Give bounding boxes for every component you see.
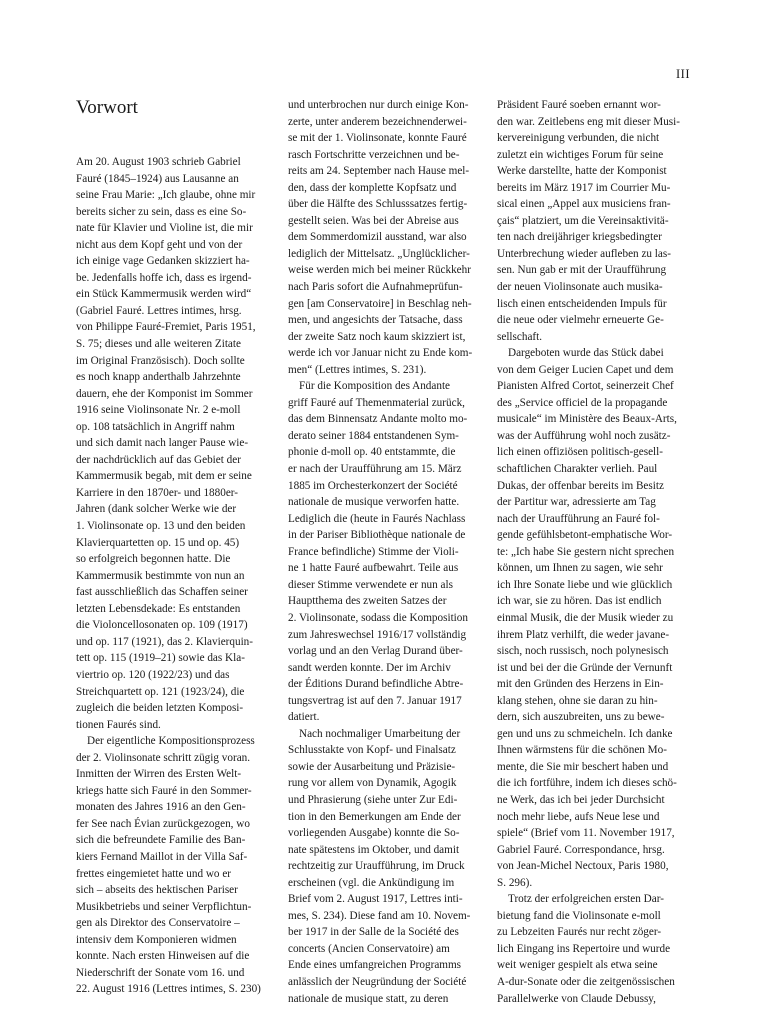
text-line: sellschaft. bbox=[497, 330, 543, 343]
text-line: bietung fand die Violinsonate e-moll bbox=[497, 909, 661, 922]
text-line: zu Lebzeiten Faurés nur recht zöger- bbox=[497, 926, 662, 939]
text-line: gen als Direktor des Conservatoire – bbox=[76, 917, 240, 930]
text-line: Jahren (dank solcher Werke wie der bbox=[76, 503, 237, 516]
text-line: im Original Französisch). Doch sollte bbox=[76, 354, 245, 367]
text-line: op. 108 tatsächlich in Angriff nahm bbox=[76, 420, 235, 433]
text-line: lich einen offiziösen politisch-gesell- bbox=[497, 446, 664, 459]
text-line: S. 296). bbox=[497, 876, 533, 889]
text-line: be. Jedenfalls hoffe ich, dass es irgend- bbox=[76, 271, 252, 284]
text-line: des „Service officiel de la propagande bbox=[497, 396, 668, 409]
text-line: ne 1 hatte Fauré aufbewahrt. Teile aus bbox=[288, 562, 459, 575]
text-line: gestellt seien. Was bei der Abreise aus bbox=[288, 214, 459, 227]
text-line: Der eigentliche Kompositionsprozess bbox=[87, 735, 255, 748]
text-line: Niederschrift der Sonate vom 16. und bbox=[76, 966, 245, 979]
text-line: Für die Komposition des Andante bbox=[299, 380, 451, 393]
text-column-2 bbox=[288, 97, 486, 1007]
text-line: monaten des Jahres 1916 an den Gen- bbox=[76, 801, 246, 814]
text-line: Werke darstellte, hatte der Komponist bbox=[497, 165, 667, 178]
text-line: gen [am Conservatoire] in Beschlag neh- bbox=[288, 297, 472, 310]
text-line: (Gabriel Fauré. Lettres intimes, hrsg. bbox=[76, 304, 242, 317]
text-line: S. 75; dieses und alle weiteren Zitate bbox=[76, 338, 241, 351]
text-line: rung vor allem von Dynamik, Agogik bbox=[288, 777, 457, 790]
text-line: sich – abseits des hektischen Pariser bbox=[76, 884, 238, 897]
text-line: nate spätestens im Oktober, und damit bbox=[288, 843, 460, 856]
text-line: sowie der Ausarbeitung und Präzisie- bbox=[288, 760, 456, 773]
text-line: Kammermusik begab, mit dem er seine bbox=[76, 470, 252, 483]
text-line: Inmitten der Wirren des Ersten Welt- bbox=[76, 768, 242, 781]
text-line: gen und uns zu schmeicheln. Ich danke bbox=[497, 727, 673, 740]
text-line: viertrio op. 120 (1922/23) und das bbox=[76, 668, 230, 681]
text-line: es noch knapp anderthalb Jahrzehnte bbox=[76, 371, 241, 384]
text-line: nationale de musique statt, zu deren bbox=[288, 992, 449, 1005]
text-line: Musikbetriebs und seiner Verpflichtun- bbox=[76, 900, 252, 913]
text-line: sandt werden konnte. Der im Archiv bbox=[288, 661, 451, 674]
text-line: so erfolgreich begonnen hatte. Die bbox=[76, 553, 231, 566]
text-line: ihrem Platz verhilft, die weder javane- bbox=[497, 628, 670, 641]
text-line: Brief vom 2. August 1917, Lettres inti- bbox=[288, 893, 463, 906]
text-line: Gabriel Fauré. Correspondance, hrsg. bbox=[497, 843, 665, 856]
text-line: ber 1917 in der Salle de la Société des bbox=[288, 926, 459, 939]
text-line: mente, die Sie mir beschert haben und bbox=[497, 760, 669, 773]
text-line: können, um Ihnen zu sagen, wie sehr bbox=[497, 562, 663, 575]
text-line: bereits sicher zu sein, dass es eine So- bbox=[76, 205, 247, 218]
text-line: dern, sich auszubreiten, uns zu bewe- bbox=[497, 711, 665, 724]
text-line: Lediglich die (heute in Faurés Nachlass bbox=[288, 512, 466, 525]
text-line: intensiv dem Komponieren widmen bbox=[76, 933, 237, 946]
text-line: frettes eingemietet hatte und wo er bbox=[76, 867, 232, 880]
text-line: und Phrasierung (siehe unter Zur Edi- bbox=[288, 793, 458, 806]
text-line: und op. 117 (1921), das 2. Klavierquin- bbox=[76, 635, 254, 648]
text-line: ne Werk, das ich bei jeder Durchsicht bbox=[497, 793, 665, 806]
text-line: nach Paris sofort die Aufnahmeprüfun- bbox=[288, 281, 463, 294]
text-line: letzten Lebensdekade: Es entstanden bbox=[76, 602, 241, 615]
text-line: Dukas, der offenbar bereits im Besitz bbox=[497, 479, 664, 492]
text-line: die ich fortführe, indem ich dieses schö- bbox=[497, 777, 677, 790]
text-line: se mit der 1. Violinsonate, konnte Fauré bbox=[288, 132, 467, 145]
text-line: Pianisten Alfred Cortot, seinerzeit Chef bbox=[497, 380, 674, 393]
text-line: tungsvertrag ist auf den 7. Januar 1917 bbox=[288, 694, 462, 707]
text-line: 1916 seine Violinsonate Nr. 2 e-moll bbox=[76, 404, 241, 417]
text-line: das dem Binnensatz Andante molto mo- bbox=[288, 413, 468, 426]
text-line: sen. Nun gab er mit der Uraufführung bbox=[497, 264, 667, 277]
text-line: kervereinigung verbunden, die nicht bbox=[497, 132, 660, 145]
text-line: dauern, ehe der Komponist im Sommer bbox=[76, 387, 253, 400]
text-line: gende gefühlsbetont-emphatische Wor- bbox=[497, 529, 673, 542]
text-line: Nach nochmaliger Umarbeitung der bbox=[299, 727, 461, 740]
text-line: Hauptthema des zweiten Satzes der bbox=[288, 595, 447, 608]
text-line: Trotz der erfolgreichen ersten Dar- bbox=[508, 893, 664, 906]
text-line: tionen Faurés sind. bbox=[76, 718, 161, 731]
text-line: rasch Fortschritte verzeichnen und be- bbox=[288, 148, 460, 161]
text-line: der zweite Satz noch kaum skizziert ist, bbox=[288, 330, 466, 343]
text-line: zugleich die beiden letzten Komposi- bbox=[76, 702, 244, 715]
text-line: einmal Musik, die der Musik wieder zu bbox=[497, 611, 674, 624]
text-line: lisch einen entscheidenden Impuls für bbox=[497, 297, 667, 310]
text-line: A-dur-Sonate oder die zeitgenössischen bbox=[497, 975, 675, 988]
text-line: Dargeboten wurde das Stück dabei bbox=[508, 347, 664, 360]
text-line: fer See nach Évian zurückgezogen, wo bbox=[76, 817, 250, 830]
text-line: ein Stück Kammermusik werden wird“ bbox=[76, 288, 252, 301]
text-line: ich einige vage Gedanken skizziert ha- bbox=[76, 255, 250, 268]
text-line: und unterbrochen nur durch einige Kon- bbox=[288, 99, 469, 111]
text-line: der nachdrücklich auf das Gebiet der bbox=[76, 453, 241, 466]
text-line: den, dass der komplette Kopfsatz und bbox=[288, 181, 457, 194]
text-line: was der Aufführung wohl noch zusätz- bbox=[497, 429, 671, 442]
text-line: von Philippe Fauré-Fremiet, Paris 1951, bbox=[76, 321, 256, 334]
text-line: kriegs hatte sich Fauré in den Sommer- bbox=[76, 784, 252, 797]
text-line: ten nach dreijähriger kriegsbedingter bbox=[497, 231, 662, 244]
text-line: nach der Uraufführung an Fauré fol- bbox=[497, 512, 660, 525]
text-line: erscheinen (vgl. die Ankündigung im bbox=[288, 876, 455, 889]
text-line: ich war, sie zu hören. Das ist endlich bbox=[497, 595, 662, 608]
text-line: mit den Gründen des Herzens in Ein- bbox=[497, 678, 664, 691]
text-line: der neuen Violinsonate auch musika- bbox=[497, 281, 663, 294]
text-line: nicht aus dem Kopf geht und von der bbox=[76, 238, 243, 251]
text-line: klang stehen, ohne sie daran zu hin- bbox=[497, 694, 658, 707]
text-line: Ihnen wärmstens für die schönen Mo- bbox=[497, 744, 667, 757]
text-line: reits am 24. September nach Hause mel- bbox=[288, 165, 470, 178]
text-line: concerts (Ancien Conservatoire) am bbox=[288, 942, 450, 955]
text-line: ist und bei der die Gründe der Vernunft bbox=[497, 661, 673, 674]
text-line: der Partitur war, adressierte am Tag bbox=[497, 496, 656, 509]
text-line: zerte, unter anderem bezeichnenderwei- bbox=[288, 115, 467, 128]
text-line: Kammermusik bestimmte von nun an bbox=[76, 569, 245, 582]
text-line: dieser Stimme verwendete er nun als bbox=[288, 578, 453, 591]
text-line: von Jean-Michel Nectoux, Paris 1980, bbox=[497, 860, 669, 873]
text-line: lich Eingang ins Repertoire und wurde bbox=[497, 942, 671, 955]
text-line: fast ausschließlich das Schaffen seiner bbox=[76, 586, 248, 599]
text-line: datiert. bbox=[288, 711, 320, 724]
text-line: werde ich vor Januar nicht zu Ende kom- bbox=[288, 347, 473, 360]
text-line: nationale de musique verworfen hatte. bbox=[288, 496, 460, 509]
text-line: derato seiner 1884 entstandenen Sym- bbox=[288, 429, 459, 442]
text-column-1 bbox=[76, 154, 276, 998]
text-line: ich Ihre Sonate liebe und wie glücklich bbox=[497, 578, 673, 591]
text-line: Parallelwerke von Claude Debussy, bbox=[497, 992, 656, 1005]
text-line: 1885 im Orchesterkonzert der Société bbox=[288, 479, 458, 492]
text-line: den war. Zeitlebens eng mit dieser Musi- bbox=[497, 115, 680, 128]
text-line: Klavierquartetten op. 15 und op. 45) bbox=[76, 536, 240, 549]
text-line: kiers Fernand Maillot in der Villa Saf- bbox=[76, 850, 248, 863]
text-line: der 2. Violinsonate schritt zügig voran. bbox=[76, 751, 251, 764]
text-line: von dem Geiger Lucien Capet und dem bbox=[497, 363, 674, 376]
text-column-3 bbox=[497, 97, 703, 1007]
text-line: 22. August 1916 (Lettres intimes, S. 230) bbox=[76, 983, 261, 996]
text-line: zuletzt ein wichtiges Forum für seine bbox=[497, 148, 664, 161]
text-line: in der Pariser Bibliothèque nationale de bbox=[288, 529, 466, 542]
text-line: Karriere in den 1870er- und 1880er- bbox=[76, 486, 239, 499]
text-line: vorliegenden Ausgabe) konnte die So- bbox=[288, 827, 460, 840]
text-line: sisch, noch russisch, noch polynesisch bbox=[497, 645, 669, 658]
text-line: anlässlich der Neugründung der Société bbox=[288, 975, 467, 988]
text-line: mes, S. 234). Diese fand am 10. Novem- bbox=[288, 909, 471, 922]
text-line: France befindliche) Stimme der Violi- bbox=[288, 545, 459, 558]
text-line: spiele“ (Brief vom 11. November 1917, bbox=[497, 827, 675, 840]
text-line: phonie d-moll op. 40 entstammte, die bbox=[288, 446, 456, 459]
text-line: dem Sommerdomizil ausstand, war also bbox=[288, 231, 467, 244]
text-line: noch mehr liebe, aufs Neue lese und bbox=[497, 810, 660, 823]
text-line: Fauré (1845–1924) aus Lausanne an bbox=[76, 172, 239, 185]
text-line: te: „Ich habe Sie gestern nicht sprechen bbox=[497, 545, 675, 558]
text-line: men, und angesichts der Tatsache, dass bbox=[288, 314, 463, 327]
text-line: rechtzeitig zur Uraufführung, im Druck bbox=[288, 860, 465, 873]
text-line: zum Jahreswechsel 1916/17 vollständig bbox=[288, 628, 467, 641]
text-line: men“ (Lettres intimes, S. 231). bbox=[288, 363, 427, 376]
text-line: Streichquartett op. 121 (1923/24), die bbox=[76, 685, 245, 698]
text-line: die Violoncellosonaten op. 109 (1917) bbox=[76, 619, 248, 632]
text-line: tett op. 115 (1919–21) sowie das Kla- bbox=[76, 652, 245, 665]
text-line: Präsident Fauré soeben ernannt wor- bbox=[497, 99, 661, 111]
text-line: tion in den Bemerkungen am Ende der bbox=[288, 810, 461, 823]
text-line: Schlusstakte von Kopf- und Finalsatz bbox=[288, 744, 456, 757]
text-line: konnte. Nach ersten Hinweisen auf die bbox=[76, 950, 250, 963]
text-line: der Éditions Durand befindliche Abtre- bbox=[288, 678, 464, 691]
text-line: çais“ platziert, um die Vereinsaktivitä- bbox=[497, 214, 669, 227]
text-line: er nach der Uraufführung am 15. März bbox=[288, 463, 462, 476]
page-number: III bbox=[676, 67, 690, 81]
text-line: nate für Klavier und Violine ist, die mir bbox=[76, 222, 253, 235]
text-line: weise werden mich bei meiner Rückkehr bbox=[288, 264, 471, 277]
page-title: Vorwort bbox=[76, 97, 138, 118]
text-line: musicale“ im Ministère des Beaux-Arts, bbox=[497, 413, 677, 426]
text-line: 1. Violinsonate op. 13 und den beiden bbox=[76, 520, 246, 533]
text-line: über die Hälfte des Schlusssatzes fertig- bbox=[288, 198, 468, 211]
text-line: Ende eines umfangreichen Programms bbox=[288, 959, 462, 972]
text-line: die neue oder vielmehr erneuerte Ge- bbox=[497, 314, 664, 327]
text-line: bereits im März 1917 im Courrier Mu- bbox=[497, 181, 671, 194]
text-line: seine Frau Marie: „Ich glaube, ohne mir bbox=[76, 189, 256, 202]
text-line: und sich damit nach langer Pause wie- bbox=[76, 437, 249, 450]
text-line: schaftlichen Charakter verlieh. Paul bbox=[497, 463, 658, 476]
text-line: Am 20. August 1903 schrieb Gabriel bbox=[76, 156, 241, 168]
text-line: sich die befreundete Familie des Ban- bbox=[76, 834, 246, 847]
text-line: weit weniger gespielt als etwa seine bbox=[497, 959, 658, 972]
text-line: sical einen „Appel aux musiciens fran- bbox=[497, 198, 671, 211]
text-line: 2. Violinsonate, sodass die Komposition bbox=[288, 611, 468, 624]
text-line: griff Fauré auf Themenmaterial zurück, bbox=[288, 396, 465, 409]
text-line: vorlag und an den Verlag Durand über- bbox=[288, 645, 463, 658]
text-line: lediglich der Mittelsatz. „Unglücklicher- bbox=[288, 247, 470, 260]
text-line: Unterbrechung wieder aufleben zu las- bbox=[497, 247, 671, 260]
